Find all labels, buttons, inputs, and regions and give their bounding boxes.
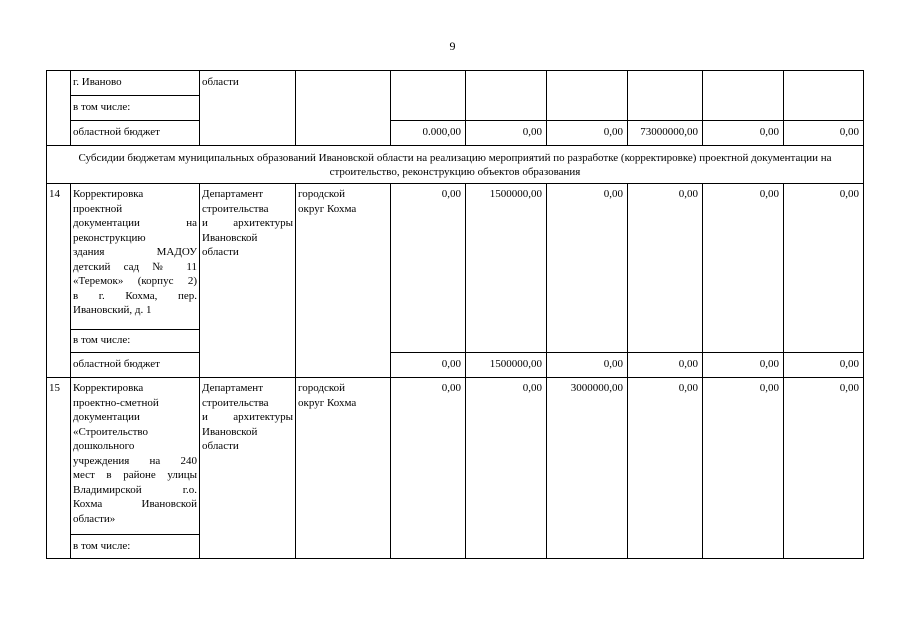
- table-row: [47, 71, 864, 96]
- executor-cell: Департамент строительства и архитектуры Ивановской области: [200, 378, 296, 559]
- value-cell: 0,00: [391, 378, 466, 559]
- value-cell: 0,00: [784, 121, 864, 146]
- name-cell: г. Иваново: [71, 71, 200, 96]
- value-cell: 73000000,00: [628, 121, 703, 146]
- value-cell: 0,00: [547, 184, 628, 353]
- in-particular-label: в том числе:: [71, 96, 200, 121]
- index-cell: 14: [47, 184, 71, 378]
- recipient-cell: [296, 71, 391, 146]
- value-cell: 0,00: [703, 378, 784, 559]
- section-header: Субсидии бюджетам муниципальных образований Ивановской области на реализацию мероприятий по разработке (корректировке) проектной документации на строительство, реконструкцию объектов образования: [47, 146, 864, 184]
- value-cell: 0,00: [547, 353, 628, 378]
- value-cell: 0,00: [466, 378, 547, 559]
- index-cell: 15: [47, 378, 71, 559]
- budget-table: [46, 70, 864, 559]
- recipient-cell: городской округ Кохма: [296, 378, 391, 559]
- in-particular-label: в том числе:: [71, 535, 200, 559]
- name-cell: Корректировка проектно-сметной документации «Строительство дошкольного учреждения на 240 мест в районе улицы Владимирской г.о. Кохма Ивановской области»: [71, 378, 200, 535]
- value-cell: 0,00: [391, 184, 466, 353]
- value-cell: 0,00: [784, 378, 864, 559]
- value-cell: 0,00: [628, 184, 703, 353]
- executor-cell: Департамент строительства и архитектуры Ивановской области: [200, 184, 296, 378]
- table-row: [47, 353, 864, 378]
- value-cell: 1500000,00: [466, 353, 547, 378]
- value-cell: 0,00: [547, 121, 628, 146]
- section-header-row: [47, 146, 864, 184]
- table-row: [47, 121, 864, 146]
- value-cell: 0,00: [628, 378, 703, 559]
- value-cell: 0,00: [391, 353, 466, 378]
- value-cell: 1500000,00: [466, 184, 547, 353]
- table-row: [47, 184, 864, 330]
- value-cell: 3000000,00: [547, 378, 628, 559]
- value-cell: 0,00: [784, 184, 864, 353]
- budget-label: областной бюджет: [71, 121, 200, 146]
- name-cell: Корректировка проектной документации на реконструкцию здания МАДОУ детский сад № 11 «Теремок» (корпус 2) в г. Кохма, пер. Ивановский, д. 1: [71, 184, 200, 330]
- value-cell: 0,00: [703, 353, 784, 378]
- index-cell: [47, 71, 71, 146]
- value-cell: 0,00: [703, 121, 784, 146]
- value-cell: 0,00: [628, 353, 703, 378]
- table-row: [47, 378, 864, 535]
- value-cell: 0,00: [703, 184, 784, 353]
- budget-label: областной бюджет: [71, 353, 200, 378]
- value-cell: 0.000,00: [391, 121, 466, 146]
- in-particular-label: в том числе:: [71, 330, 200, 353]
- recipient-cell: городской округ Кохма: [296, 184, 391, 378]
- value-cell: 0,00: [784, 353, 864, 378]
- page-number: 9: [449, 39, 456, 53]
- value-cell: 0,00: [466, 121, 547, 146]
- executor-cell: области: [200, 71, 296, 146]
